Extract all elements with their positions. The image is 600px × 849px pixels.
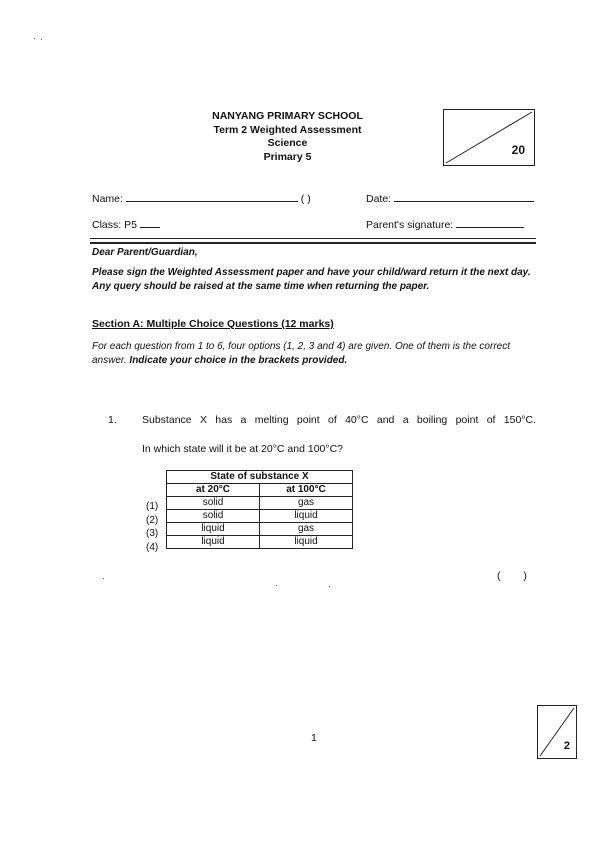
- scan-speck: [276, 585, 277, 586]
- name-field[interactable]: [92, 191, 311, 205]
- parent-notice: Please sign the Weighted Assessment paper and have your child/ward return it the next day. Any query should be raised at the same time when returning the paper.: [92, 267, 531, 292]
- table-row: [167, 536, 353, 549]
- subject-name: Science: [267, 137, 308, 149]
- table-cell: solid: [167, 510, 260, 523]
- options-table: [166, 470, 353, 549]
- instructions-emphasis: Indicate your choice in the brackets provided.: [129, 355, 348, 366]
- class-line[interactable]: [140, 217, 160, 228]
- table-row: [167, 523, 353, 536]
- page-score-box: [537, 705, 577, 759]
- scan-speck: [103, 578, 104, 579]
- page-number: 1: [311, 732, 317, 744]
- school-name: NANYANG PRIMARY SCHOOL: [212, 110, 363, 122]
- section-instructions: [92, 340, 538, 368]
- name-line[interactable]: [126, 191, 298, 202]
- column-header: at 20°C: [167, 484, 260, 497]
- table-title: State of substance X: [167, 471, 353, 484]
- divider-thin: [90, 238, 536, 239]
- question-prompt: In which state will it be at 20°C and 100°C?: [142, 443, 344, 455]
- class-label: Class: P5: [92, 219, 137, 231]
- name-label: Name:: [92, 193, 123, 205]
- date-label: Date:: [366, 193, 392, 205]
- option-label: (3): [146, 528, 159, 539]
- table-cell: liquid: [260, 510, 353, 523]
- question-text: Substance X has a melting point of 40°C and a boiling point of 150°C.: [142, 414, 536, 426]
- answer-brackets[interactable]: ( ): [497, 570, 527, 582]
- option-labels: [146, 500, 158, 554]
- page-marks: 2: [563, 740, 570, 752]
- table-row: [167, 510, 353, 523]
- section-title: Section A: Multiple Choice Questions (12 marks): [92, 318, 334, 330]
- class-field[interactable]: [92, 217, 160, 231]
- option-label: (4): [146, 541, 159, 553]
- date-field[interactable]: [366, 191, 534, 205]
- scan-speck: [41, 39, 42, 40]
- table-cell: gas: [260, 497, 353, 510]
- score-box: [443, 109, 535, 166]
- diagonal-line-icon: [538, 706, 576, 758]
- table-cell: gas: [260, 523, 353, 536]
- assessment-title: Term 2 Weighted Assessment: [213, 123, 362, 136]
- class-level: Primary 5: [263, 150, 312, 163]
- table-cell: solid: [167, 497, 260, 510]
- table-title-row: [167, 471, 353, 484]
- option-label: (1): [146, 501, 159, 512]
- salutation: Dear Parent/Guardian,: [92, 247, 198, 258]
- signature-line[interactable]: [456, 217, 524, 228]
- table-row: [167, 497, 353, 510]
- signature-label: Parent's signature:: [366, 219, 454, 231]
- instructions-text: For each question from 1 to 6, four options (1, 2, 3 and 4) are given. One of them is the correct answer.: [92, 341, 510, 366]
- total-marks: 20: [511, 143, 525, 157]
- option-label: (2): [146, 514, 159, 526]
- table-cell: liquid: [260, 536, 353, 549]
- table-cell: liquid: [167, 523, 260, 536]
- register-number-brackets: ( ): [300, 193, 311, 205]
- divider-thick: [90, 242, 536, 244]
- scan-speck: [329, 586, 330, 587]
- date-line[interactable]: [394, 191, 534, 202]
- table-cell: liquid: [167, 536, 260, 549]
- question-number: 1.: [108, 414, 117, 426]
- column-header: at 100°C: [260, 484, 353, 497]
- signature-field[interactable]: [366, 217, 524, 231]
- table-header-row: [167, 484, 353, 497]
- scan-speck: [34, 38, 35, 39]
